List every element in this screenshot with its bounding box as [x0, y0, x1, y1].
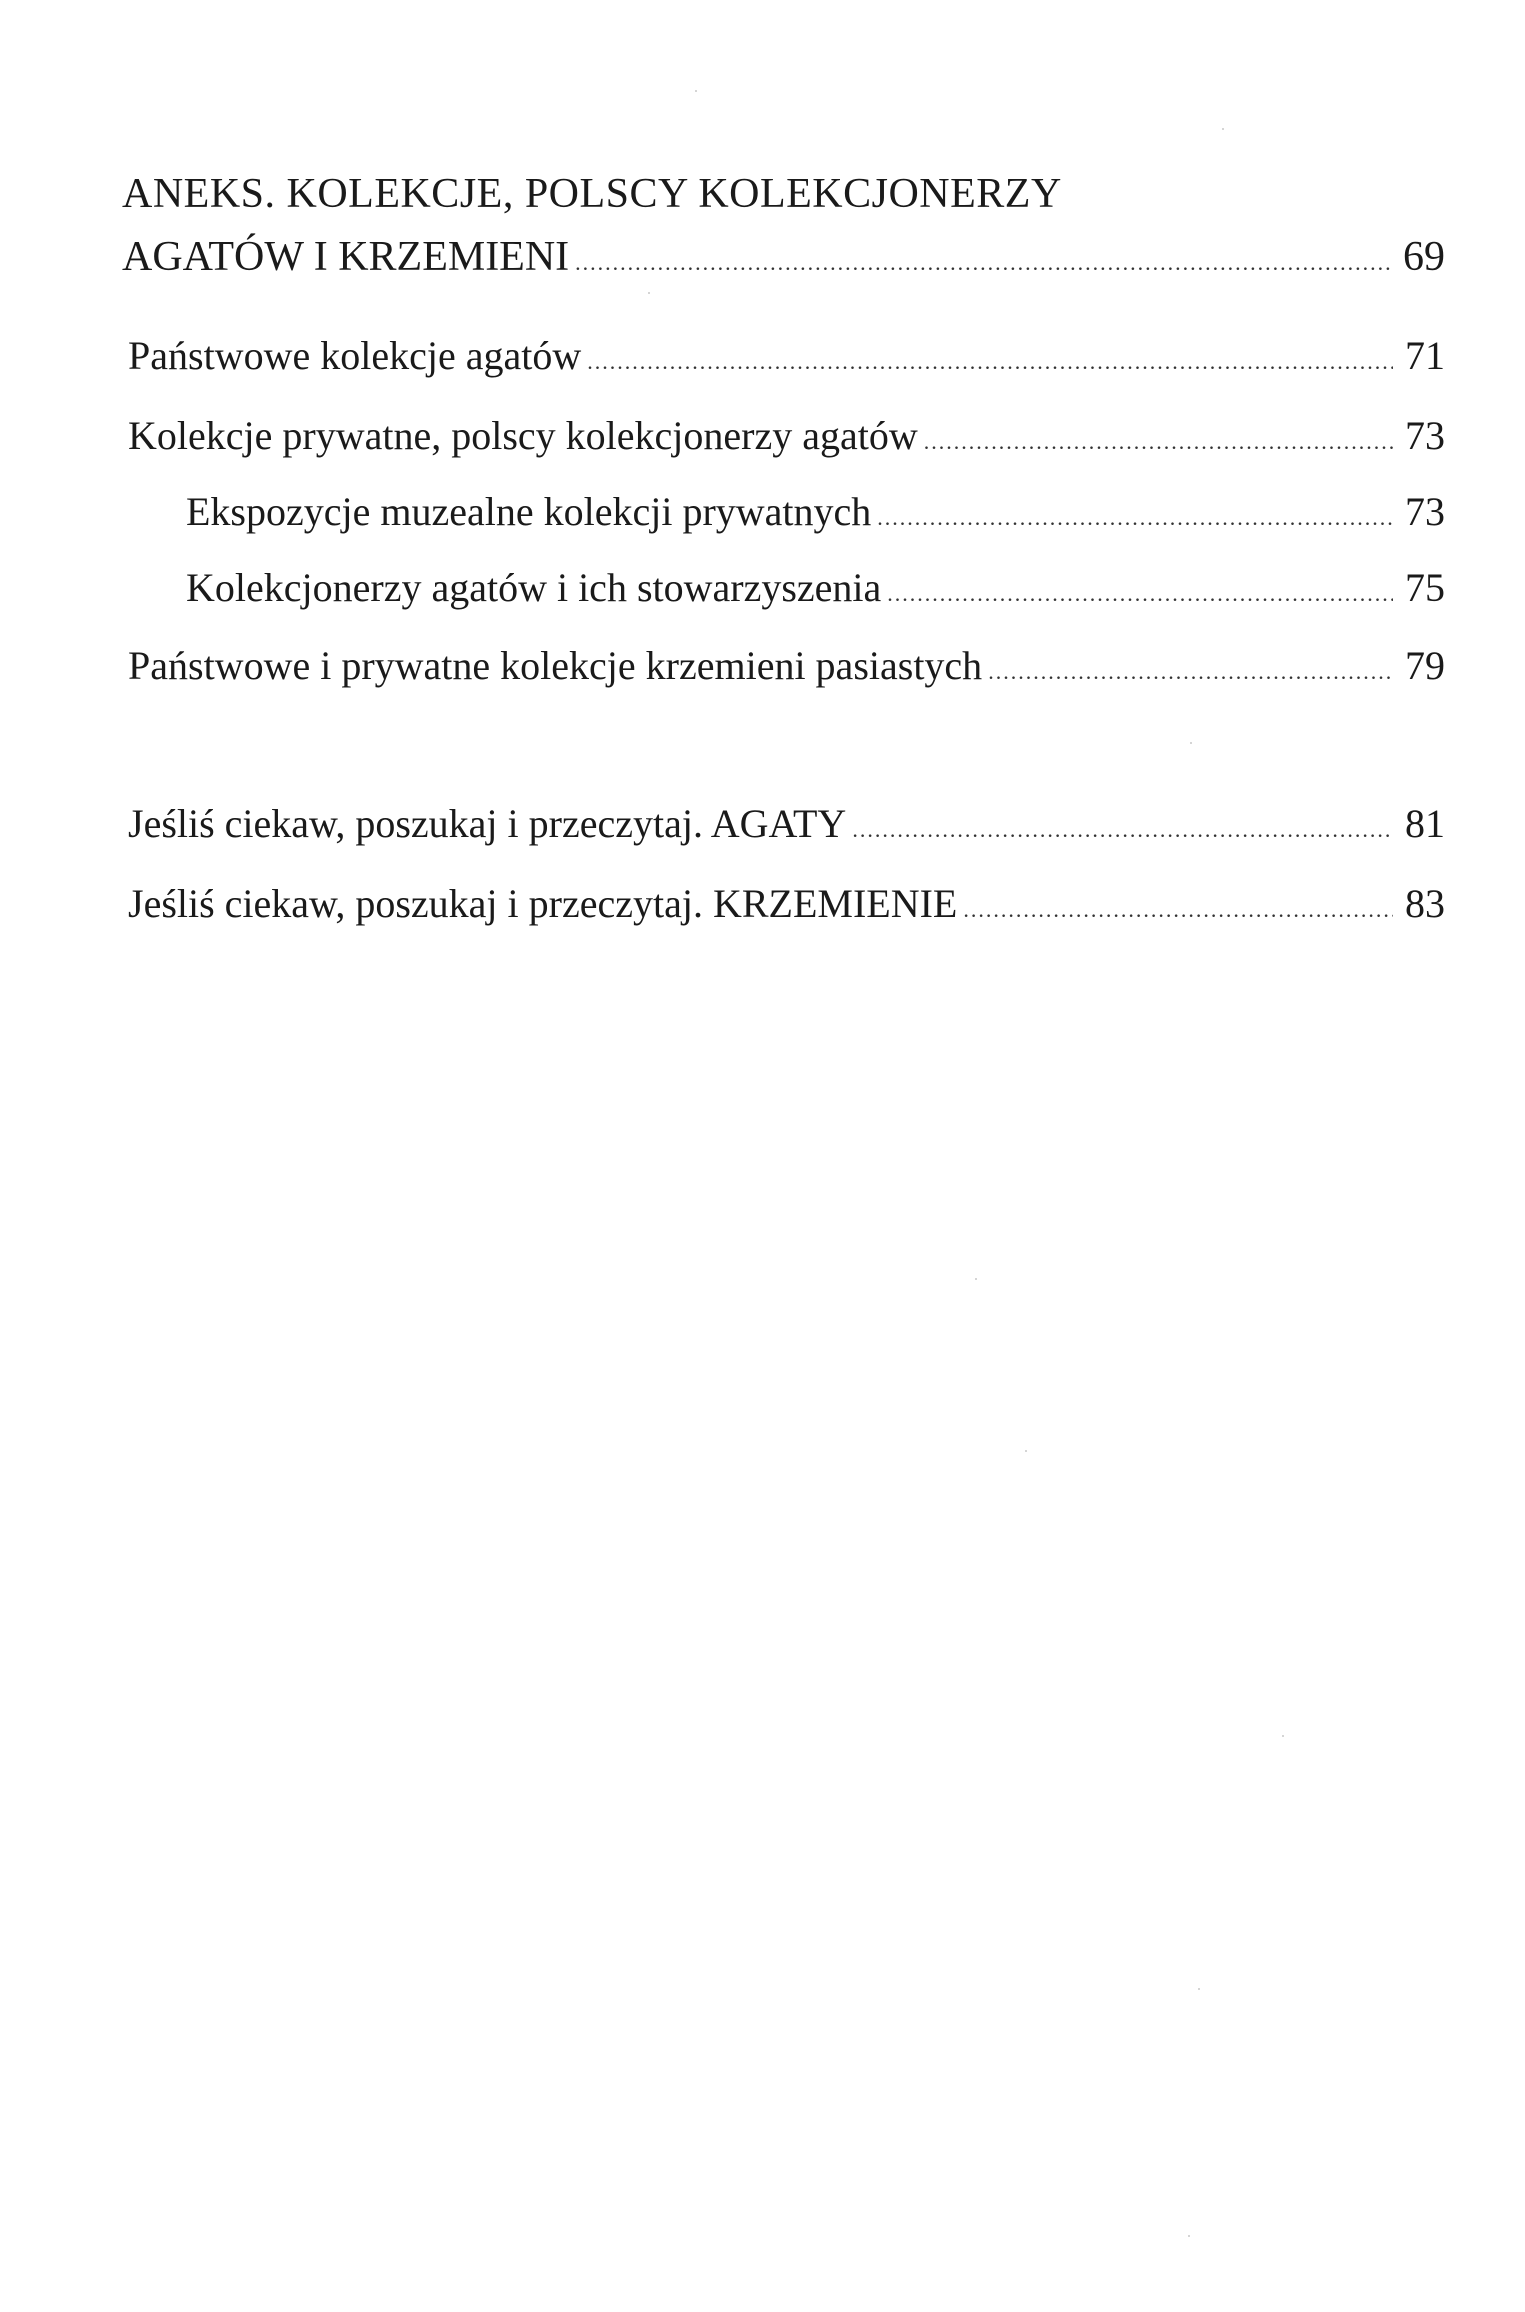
- page-number: 71: [1405, 333, 1445, 378]
- toc-entry-label: Kolekcje prywatne, polscy kolekcjonerzy agatów: [128, 413, 918, 458]
- dot-leader: [963, 899, 1393, 921]
- dot-leader: [587, 351, 1393, 373]
- toc-entry: [128, 800, 1445, 847]
- page-number: 79: [1405, 643, 1445, 688]
- page-number: 69: [1403, 234, 1445, 280]
- dot-leader: [887, 583, 1393, 605]
- section-heading-entry: [122, 233, 1445, 281]
- toc-subentry: [186, 488, 1445, 535]
- toc-entry-label: Jeśliś ciekaw, poszukaj i przeczytaj. KRZEMIENIE: [128, 881, 958, 926]
- toc-entry: [128, 880, 1445, 927]
- dot-leader: [575, 252, 1393, 274]
- toc-entry-label: Państwowe kolekcje agatów: [128, 333, 582, 378]
- section-heading-line-1: ANEKS. KOLEKCJE, POLSCY KOLEKCJONERZY: [122, 171, 1062, 217]
- toc-entry-label: Kolekcjonerzy agatów i ich stowarzyszenia: [186, 565, 882, 610]
- toc-entry-label: Ekspozycje muzealne kolekcji prywatnych: [186, 489, 872, 534]
- dot-leader: [852, 819, 1393, 841]
- page-number: 75: [1405, 565, 1445, 610]
- page-number: 83: [1405, 881, 1445, 926]
- page-number: 81: [1405, 801, 1445, 846]
- dot-leader: [877, 507, 1393, 529]
- toc-entry-label: Jeśliś ciekaw, poszukaj i przeczytaj. AGATY: [128, 801, 847, 846]
- page-number: 73: [1405, 489, 1445, 534]
- toc-entry-label: Państwowe i prywatne kolekcje krzemieni pasiastych: [128, 643, 983, 688]
- toc-subentry: [186, 564, 1445, 611]
- dot-leader: [988, 661, 1393, 683]
- dot-leader: [924, 431, 1393, 453]
- page-number: 73: [1405, 413, 1445, 458]
- toc-entry: [128, 642, 1445, 689]
- section-heading-line-2: AGATÓW I KRZEMIENI: [122, 234, 570, 280]
- toc-entry: [128, 412, 1445, 459]
- toc-entry: [128, 332, 1445, 379]
